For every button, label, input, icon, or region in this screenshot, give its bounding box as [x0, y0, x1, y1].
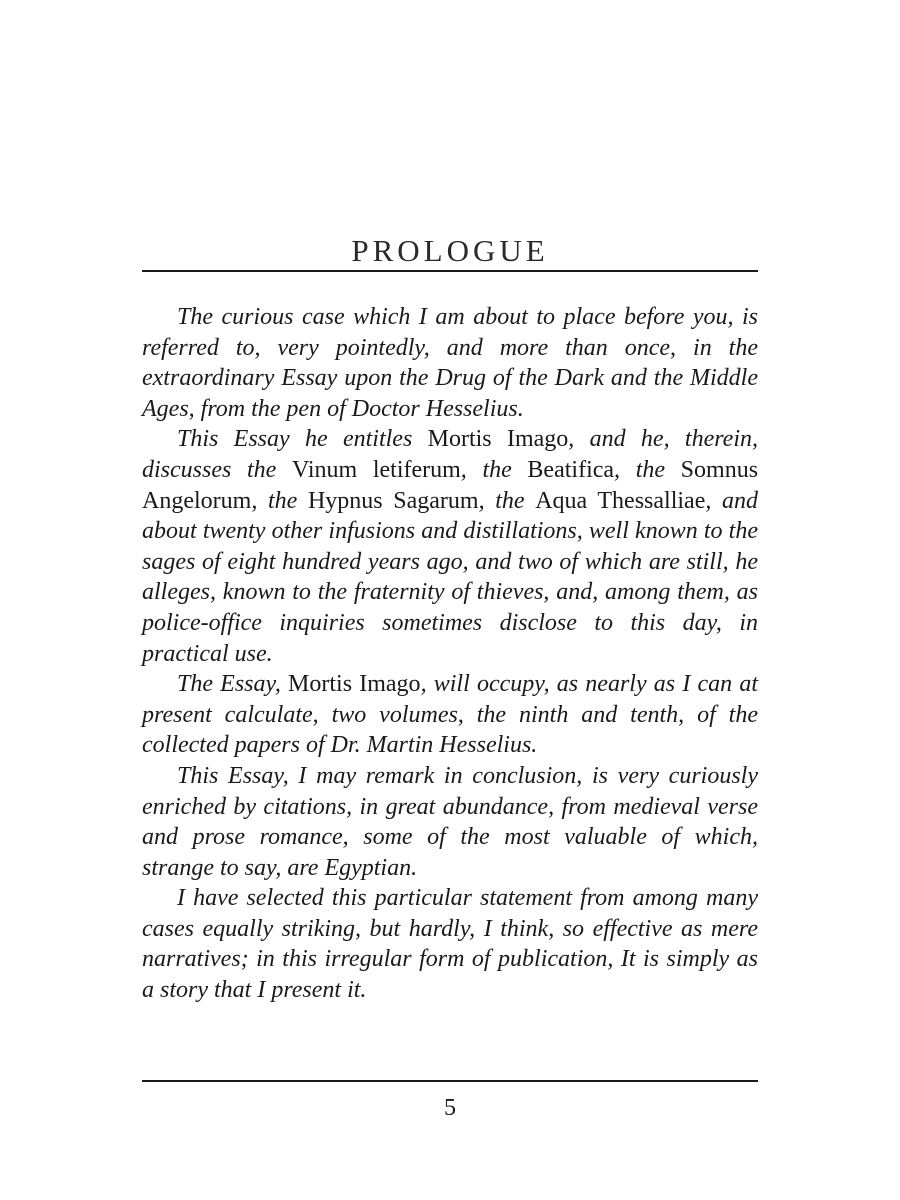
- text-segment: , the: [460, 456, 528, 483]
- text-segment: The curious case which I am about to place before you, is referred to, very pointedly, and more than once, in the extraordinary Essay upon the Drug of the Dark and the Middle Ages, from the pen of Doctor Hesselius.: [142, 304, 758, 422]
- drug-name: Hypnus Sagarum: [307, 487, 479, 514]
- paragraph-5: [142, 883, 758, 1005]
- drug-name: Vinum letiferum: [291, 456, 461, 483]
- page-title: PROLOGUE: [351, 232, 549, 268]
- drug-name: Aqua Thessalliae: [535, 487, 706, 514]
- text-segment: , the: [478, 487, 536, 514]
- essay-title: Mortis Imago: [288, 671, 421, 698]
- text-segment: This Essay, I may remark in conclusion, is very curiously enriched by citations, in great abundance, from medieval verse and prose romance, some of the most valuable of which, strange to say, are Egyptian.: [142, 762, 758, 881]
- paragraph-3: [142, 669, 758, 761]
- top-rule: [142, 270, 758, 272]
- text-segment: , the: [614, 456, 681, 483]
- paragraph-2: [142, 424, 758, 669]
- text-segment: I have selected this particular statement from among many cases equally striking, but hardly, I think, so effective as mere narratives; in this irregular form of publication, It is simply as a story that I present it.: [142, 885, 758, 1004]
- text-segment: , will occupy, as nearly as I can at present calculate, two volumes, the ninth and tenth, of the collected papers of Dr. Martin Hesselius.: [142, 671, 759, 759]
- text-segment: This Essay he entitles: [177, 426, 428, 453]
- page-number: 5: [444, 1095, 456, 1121]
- essay-title: Mortis Imago: [427, 426, 569, 453]
- paragraph-1: [142, 302, 758, 424]
- bottom-rule: [142, 1080, 758, 1082]
- text-segment: , and he, therein, discusses the: [142, 426, 758, 483]
- drug-name: Beatifica: [527, 456, 615, 483]
- text-segment: The Essay,: [177, 671, 289, 698]
- text-segment: , the: [251, 487, 308, 514]
- paragraph-4: [142, 761, 758, 883]
- drug-name: Somnus Angelorum: [142, 456, 759, 514]
- prologue-body: [142, 302, 758, 1006]
- text-segment: , and about twenty other infusions and distillations, well known to the sages of eight hundred years ago, and two of which are still, he alleges, known to the fraternity of thieves, and, among them, as police-office inquiries sometimes disclose to this day, in practical use.: [142, 487, 759, 667]
